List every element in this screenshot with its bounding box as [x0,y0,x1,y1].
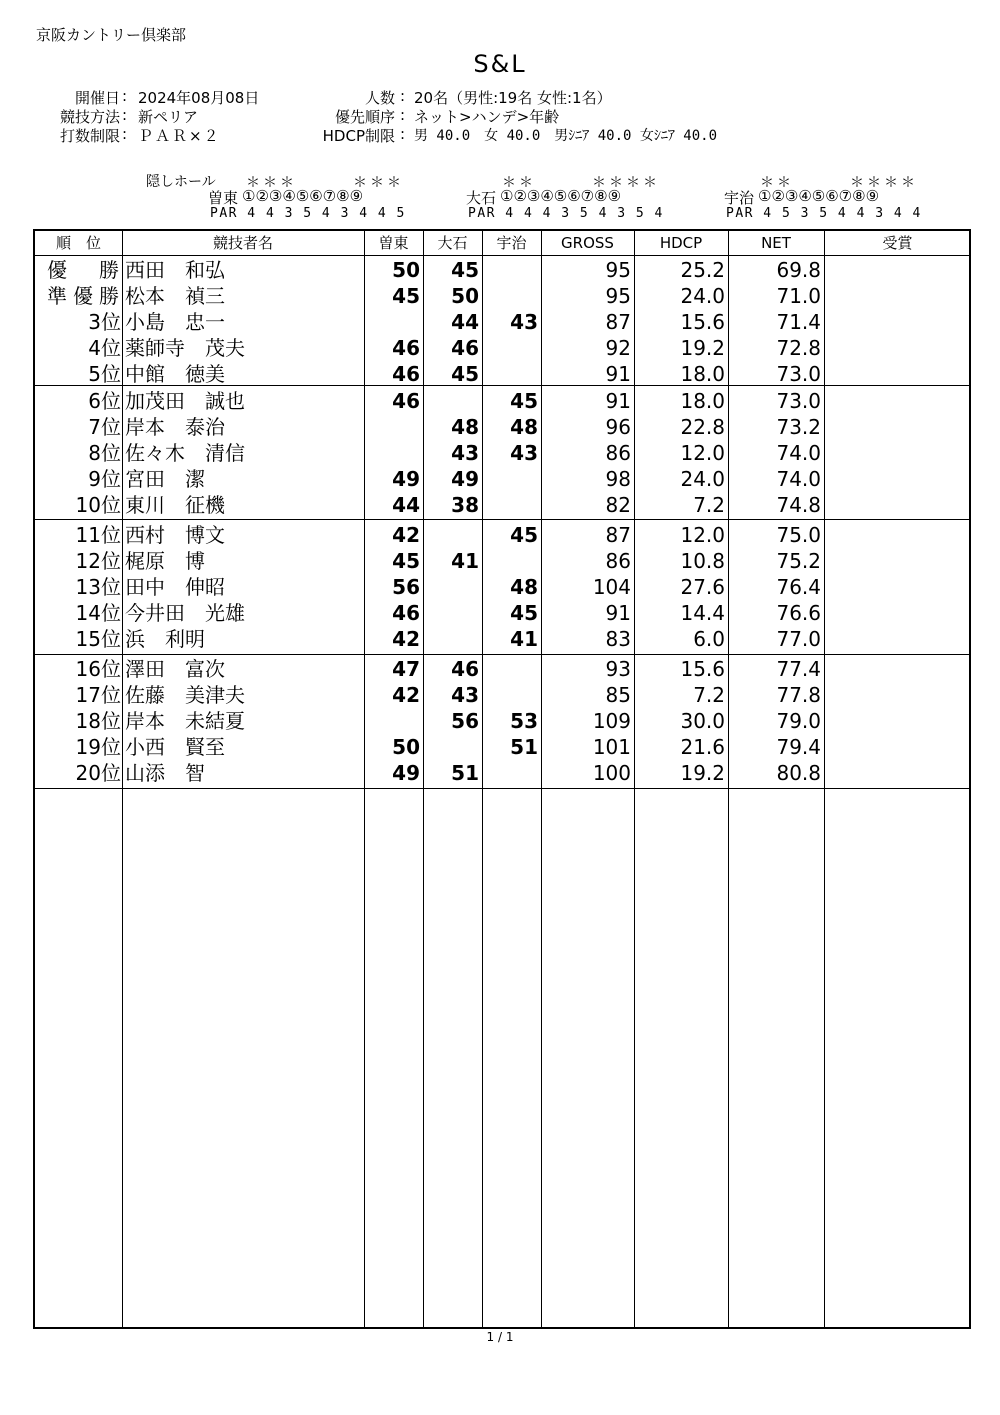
c3-cell: 48 [510,575,538,599]
c1-cell: 50 [392,735,420,759]
player-name-cell: 山添 智 [125,761,205,785]
course2-par: PAR 4 4 4 3 5 4 3 5 4 [468,206,664,221]
player-name-cell: 小西 賢至 [125,735,225,759]
limit-value: ＰＡＲ×２ [138,127,221,145]
net-cell: 72.8 [776,336,821,360]
c1-cell: 42 [392,627,420,651]
net-cell: 77.8 [776,683,821,707]
rank-cell: 16位 [75,657,121,681]
hdcp-cell: 24.0 [680,467,725,491]
net-cell: 74.0 [776,441,821,465]
header-award: 受賞 [882,234,913,252]
c3-cell: 45 [510,389,538,413]
header-course3: 宇治 [496,234,527,252]
net-cell: 80.8 [776,761,821,785]
player-name-cell: 西田 和弘 [125,258,225,282]
hdcp-cell: 15.6 [680,310,725,334]
award-cell [824,682,969,708]
c2-cell [423,600,479,626]
c3-cell: 43 [510,310,538,334]
table-row [35,682,969,708]
award-cell [824,309,969,335]
net-cell: 76.6 [776,601,821,625]
net-cell: 71.4 [776,310,821,334]
c3-cell: 51 [510,735,538,759]
course1-holes: ①②③④⑤⑥⑦⑧⑨ [242,187,364,205]
award-cell [824,283,969,309]
c2-cell: 48 [451,415,479,439]
award-cell [824,335,969,361]
hdcp-cell: 14.4 [680,601,725,625]
c1-cell [364,414,420,440]
rank-cell: 8位 [88,441,121,465]
player-name-cell: 岸本 泰治 [125,415,225,439]
c3-cell: 41 [510,627,538,651]
gross-cell: 100 [592,761,631,785]
gross-cell: 91 [605,362,631,386]
c3-cell: 53 [510,709,538,733]
hdcp-cell: 18.0 [680,362,725,386]
c1-cell: 49 [392,761,420,785]
rank-cell: 18位 [75,709,121,733]
c3-cell: 48 [510,415,538,439]
gross-cell: 91 [605,389,631,413]
c2-cell [423,574,479,600]
player-name-cell: 今井田 光雄 [125,601,245,625]
table-row [35,626,969,652]
award-cell [824,600,969,626]
club-name: 京阪カントリー倶楽部 [36,26,187,44]
c2-cell: 49 [451,467,479,491]
c3-cell: 45 [510,523,538,547]
award-cell [824,760,969,786]
net-cell: 77.4 [776,657,821,681]
method-value: 新ペリア [138,108,199,126]
net-cell: 74.0 [776,467,821,491]
header-net: NET [761,234,791,252]
hdcp-cell: 15.6 [680,657,725,681]
course3-par: PAR 4 5 3 5 4 4 3 4 4 [726,206,922,221]
c2-cell [423,626,479,652]
award-cell [824,548,969,574]
gross-cell: 104 [592,575,631,599]
course1-stars-b: ＊＊＊ [353,175,404,191]
player-name-cell: 西村 博文 [125,523,225,547]
player-name-cell: 澤田 富次 [125,657,225,681]
player-name-cell: 東川 征機 [125,493,225,517]
table-row [35,361,969,387]
rank-cell: 3位 [88,310,121,334]
hdcp-cell: 12.0 [680,441,725,465]
c3-cell [482,656,538,682]
c2-cell: 45 [451,258,479,282]
c2-cell: 43 [451,683,479,707]
c1-cell: 46 [392,389,420,413]
net-cell: 75.0 [776,523,821,547]
people-label: 人数 [364,89,395,107]
c1-cell: 46 [392,601,420,625]
net-cell: 74.8 [776,493,821,517]
rank-cell: 優 勝 [47,258,119,282]
hdcp-cell: 21.6 [680,735,725,759]
table-row [35,492,969,518]
gross-cell: 92 [605,336,631,360]
c1-cell: 56 [392,575,420,599]
rank-cell: 19位 [75,735,121,759]
table-row [35,257,969,283]
c3-cell [482,335,538,361]
course1-name: 曽東 [207,189,238,207]
table-row [35,335,969,361]
hdcp-label: HDCP制限 [322,127,395,145]
c1-cell: 46 [392,362,420,386]
page-title: S&L [473,50,527,78]
player-name-cell: 薬師寺 茂夫 [125,336,245,360]
gross-cell: 101 [592,735,631,759]
award-cell [824,492,969,518]
rank-cell: 4位 [88,336,121,360]
net-cell: 77.0 [776,627,821,651]
net-cell: 75.2 [776,549,821,573]
course2-holes: ①②③④⑤⑥⑦⑧⑨ [500,187,622,205]
c1-cell: 42 [392,523,420,547]
rank-cell: 20位 [75,761,121,785]
player-name-cell: 浜 利明 [125,627,205,651]
rank-cell: 14位 [75,601,121,625]
gross-cell: 95 [605,258,631,282]
gross-cell: 93 [605,657,631,681]
award-cell [824,466,969,492]
date-value: 2024年08月08日 [138,89,260,107]
c1-cell: 47 [392,657,420,681]
c2-cell: 56 [451,709,479,733]
net-cell: 69.8 [776,258,821,282]
award-cell [824,522,969,548]
course1-par: PAR 4 4 3 5 4 3 4 4 5 [210,206,406,221]
hdcp-cell: 7.2 [693,683,725,707]
gross-cell: 83 [605,627,631,651]
table-row [35,414,969,440]
c2-cell: 43 [451,441,479,465]
award-cell [824,361,969,387]
hdcp-cell: 24.0 [680,284,725,308]
c3-cell [482,682,538,708]
c2-cell [423,734,479,760]
c2-cell: 41 [451,549,479,573]
c1-cell [364,309,420,335]
gross-cell: 87 [605,310,631,334]
c1-cell: 42 [392,683,420,707]
hdcp-cell: 27.6 [680,575,725,599]
c1-cell: 50 [392,258,420,282]
hidden-holes-label: 隠しホール [146,174,216,190]
colon-2: : [122,106,128,124]
course2-stars-a: ＊＊ [502,175,536,191]
award-cell [824,414,969,440]
page-number: 1 / 1 [486,1330,514,1344]
table-row [35,760,969,786]
player-name-cell: 岸本 未結夏 [125,709,245,733]
hdcp-cell: 6.0 [693,627,725,651]
c2-cell: 45 [451,362,479,386]
net-cell: 73.0 [776,389,821,413]
rank-cell: 7位 [88,415,121,439]
gross-cell: 96 [605,415,631,439]
colon-6: : [400,125,406,143]
hdcp-cell: 30.0 [680,709,725,733]
player-name-cell: 中館 徳美 [125,362,225,386]
c3-cell: 45 [510,601,538,625]
c3-cell [482,492,538,518]
net-cell: 79.0 [776,709,821,733]
gross-cell: 85 [605,683,631,707]
player-name-cell: 佐々木 清信 [125,441,245,465]
net-cell: 76.4 [776,575,821,599]
table-row [35,574,969,600]
hdcp-cell: 12.0 [680,523,725,547]
rank-cell: 6位 [88,389,121,413]
player-name-cell: 加茂田 誠也 [125,389,245,413]
hdcp-cell: 22.8 [680,415,725,439]
priority-label: 優先順序 [334,108,395,126]
c2-cell: 50 [451,284,479,308]
header-rank: 順 位 [55,234,101,252]
results-table [33,229,971,1329]
award-cell [824,388,969,414]
c2-cell: 46 [451,336,479,360]
rank-cell: 9位 [88,467,121,491]
net-cell: 79.4 [776,735,821,759]
method-label: 競技方法 [59,108,120,126]
course3-holes: ①②③④⑤⑥⑦⑧⑨ [758,187,880,205]
header-name: 競技者名 [212,234,273,252]
gross-cell: 86 [605,549,631,573]
table-row [35,440,969,466]
rank-cell: 13位 [75,575,121,599]
rank-cell: 15位 [75,627,121,651]
hdcp-cell: 18.0 [680,389,725,413]
award-cell [824,708,969,734]
rank-cell: 準優勝 [47,284,119,308]
c3-cell: 43 [510,441,538,465]
c1-cell: 46 [392,336,420,360]
c3-cell [482,283,538,309]
award-cell [824,574,969,600]
award-cell [824,626,969,652]
c2-cell: 46 [451,657,479,681]
award-cell [824,440,969,466]
course3-name: 宇治 [723,189,754,207]
gross-cell: 86 [605,441,631,465]
course3-stars-b: ＊＊＊＊ [850,175,918,191]
hdcp-cell: 7.2 [693,493,725,517]
header-hdcp: HDCP [659,234,703,252]
hdcp-cell: 19.2 [680,761,725,785]
player-name-cell: 小島 忠一 [125,310,225,334]
c3-cell [482,257,538,283]
c1-cell: 45 [392,549,420,573]
c2-cell: 44 [451,310,479,334]
colon-3: : [122,125,128,143]
table-row [35,656,969,682]
colon-4: : [400,87,406,105]
header-course1: 曽東 [378,234,409,252]
course3-stars-a: ＊＊ [760,175,794,191]
table-row [35,388,969,414]
colon-5: : [400,106,406,124]
gross-cell: 95 [605,284,631,308]
c3-cell [482,361,538,387]
hdcp-cell: 25.2 [680,258,725,282]
c2-cell [423,522,479,548]
hdcp-value: 男 40.0 女 40.0 男ｼﾆｱ 40.0 女ｼﾆｱ 40.0 [414,128,718,144]
rank-cell: 5位 [88,362,121,386]
table-row [35,283,969,309]
c1-cell: 44 [392,493,420,517]
hdcp-cell: 10.8 [680,549,725,573]
player-name-cell: 佐藤 美津夫 [125,683,245,707]
c3-cell [482,466,538,492]
award-cell [824,734,969,760]
c1-cell: 49 [392,467,420,491]
gross-cell: 91 [605,601,631,625]
table-row [35,600,969,626]
player-name-cell: 田中 伸昭 [125,575,225,599]
gross-cell: 82 [605,493,631,517]
gross-cell: 87 [605,523,631,547]
c3-cell [482,548,538,574]
net-cell: 71.0 [776,284,821,308]
table-row [35,548,969,574]
header-course2: 大石 [437,234,468,252]
player-name-cell: 松本 禎三 [125,284,225,308]
colon-1: : [122,87,128,105]
table-row [35,309,969,335]
course2-stars-b: ＊＊＊＊ [592,175,660,191]
course2-name: 大石 [465,189,496,207]
gross-cell: 98 [605,467,631,491]
course1-stars-a: ＊＊＊ [246,175,297,191]
award-cell [824,656,969,682]
c1-cell [364,708,420,734]
rank-cell: 12位 [75,549,121,573]
priority-value: ネット>ハンデ>年齢 [414,108,560,126]
table-row [35,466,969,492]
c2-cell: 38 [451,493,479,517]
c2-cell [423,388,479,414]
table-row [35,522,969,548]
people-value: 20名（男性:19名 女性:1名） [414,89,612,107]
c3-cell [482,760,538,786]
c2-cell: 51 [451,761,479,785]
table-row [35,708,969,734]
player-name-cell: 宮田 潔 [125,467,205,491]
table-row [35,734,969,760]
net-cell: 73.0 [776,362,821,386]
award-cell [824,257,969,283]
c1-cell: 45 [392,284,420,308]
rank-cell: 17位 [75,683,121,707]
header-gross: GROSS [561,234,614,252]
net-cell: 73.2 [776,415,821,439]
limit-label: 打数制限 [59,127,120,145]
rank-cell: 10位 [75,493,121,517]
player-name-cell: 梶原 博 [125,549,205,573]
gross-cell: 109 [592,709,631,733]
rank-cell: 11位 [75,523,121,547]
date-label: 開催日 [74,89,120,107]
hdcp-cell: 19.2 [680,336,725,360]
c1-cell [364,440,420,466]
